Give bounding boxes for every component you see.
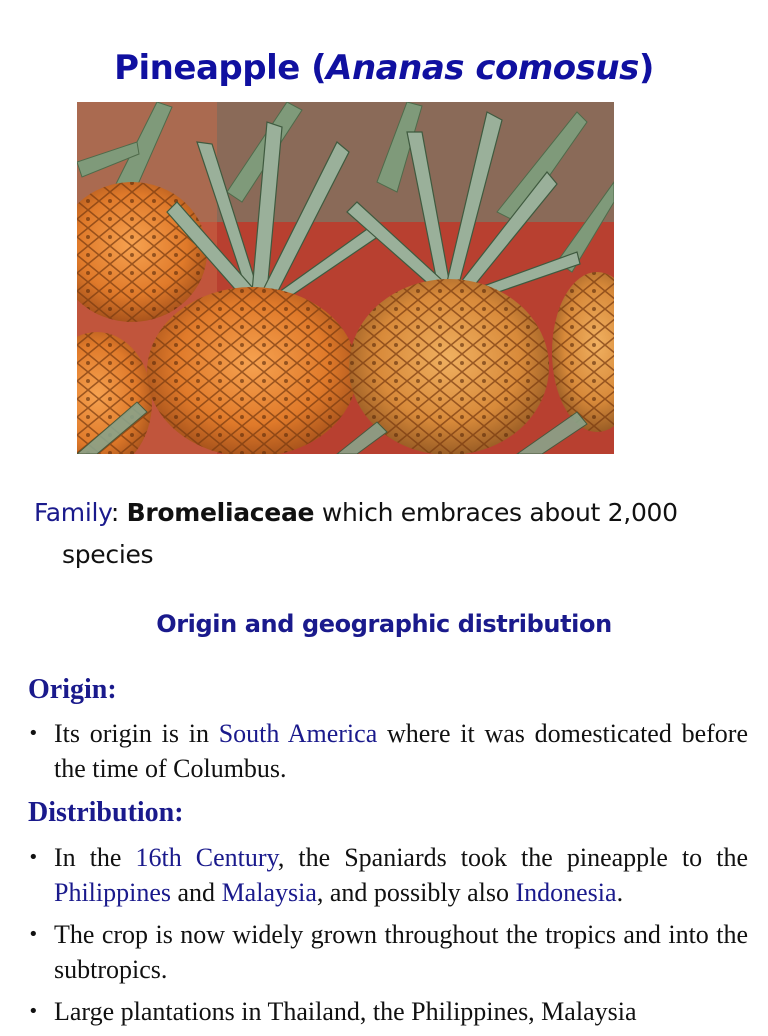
list-item: • Its origin is in South America where it was domesticated before the time of Columbus.: [28, 719, 748, 783]
family-label: Family: [34, 498, 111, 527]
pineapples-photo: [77, 102, 614, 454]
list-item: • In the 16th Century, the Spaniards took the pineapple to the Philippines and Malaysia, and possibly also Indonesia.: [28, 843, 748, 907]
distribution-list: [28, 840, 748, 1036]
origin-heading: Origin:: [28, 674, 117, 705]
distribution-heading: Distribution:: [28, 797, 184, 828]
list-item: • The crop is now widely grown throughout the tropics and into the subtropics.: [28, 920, 748, 984]
section-subheading: Origin and geographic distribution: [156, 610, 612, 638]
family-line: Family: Bromeliaceae which embraces about 2,000 species: [34, 498, 678, 569]
page-title: Pineapple (Ananas comosus): [114, 48, 654, 88]
family-name: Bromeliaceae: [126, 498, 315, 527]
list-item: • Large plantations in Thailand, the Philippines, Malaysia: [28, 997, 637, 1026]
origin-list: [28, 716, 748, 793]
